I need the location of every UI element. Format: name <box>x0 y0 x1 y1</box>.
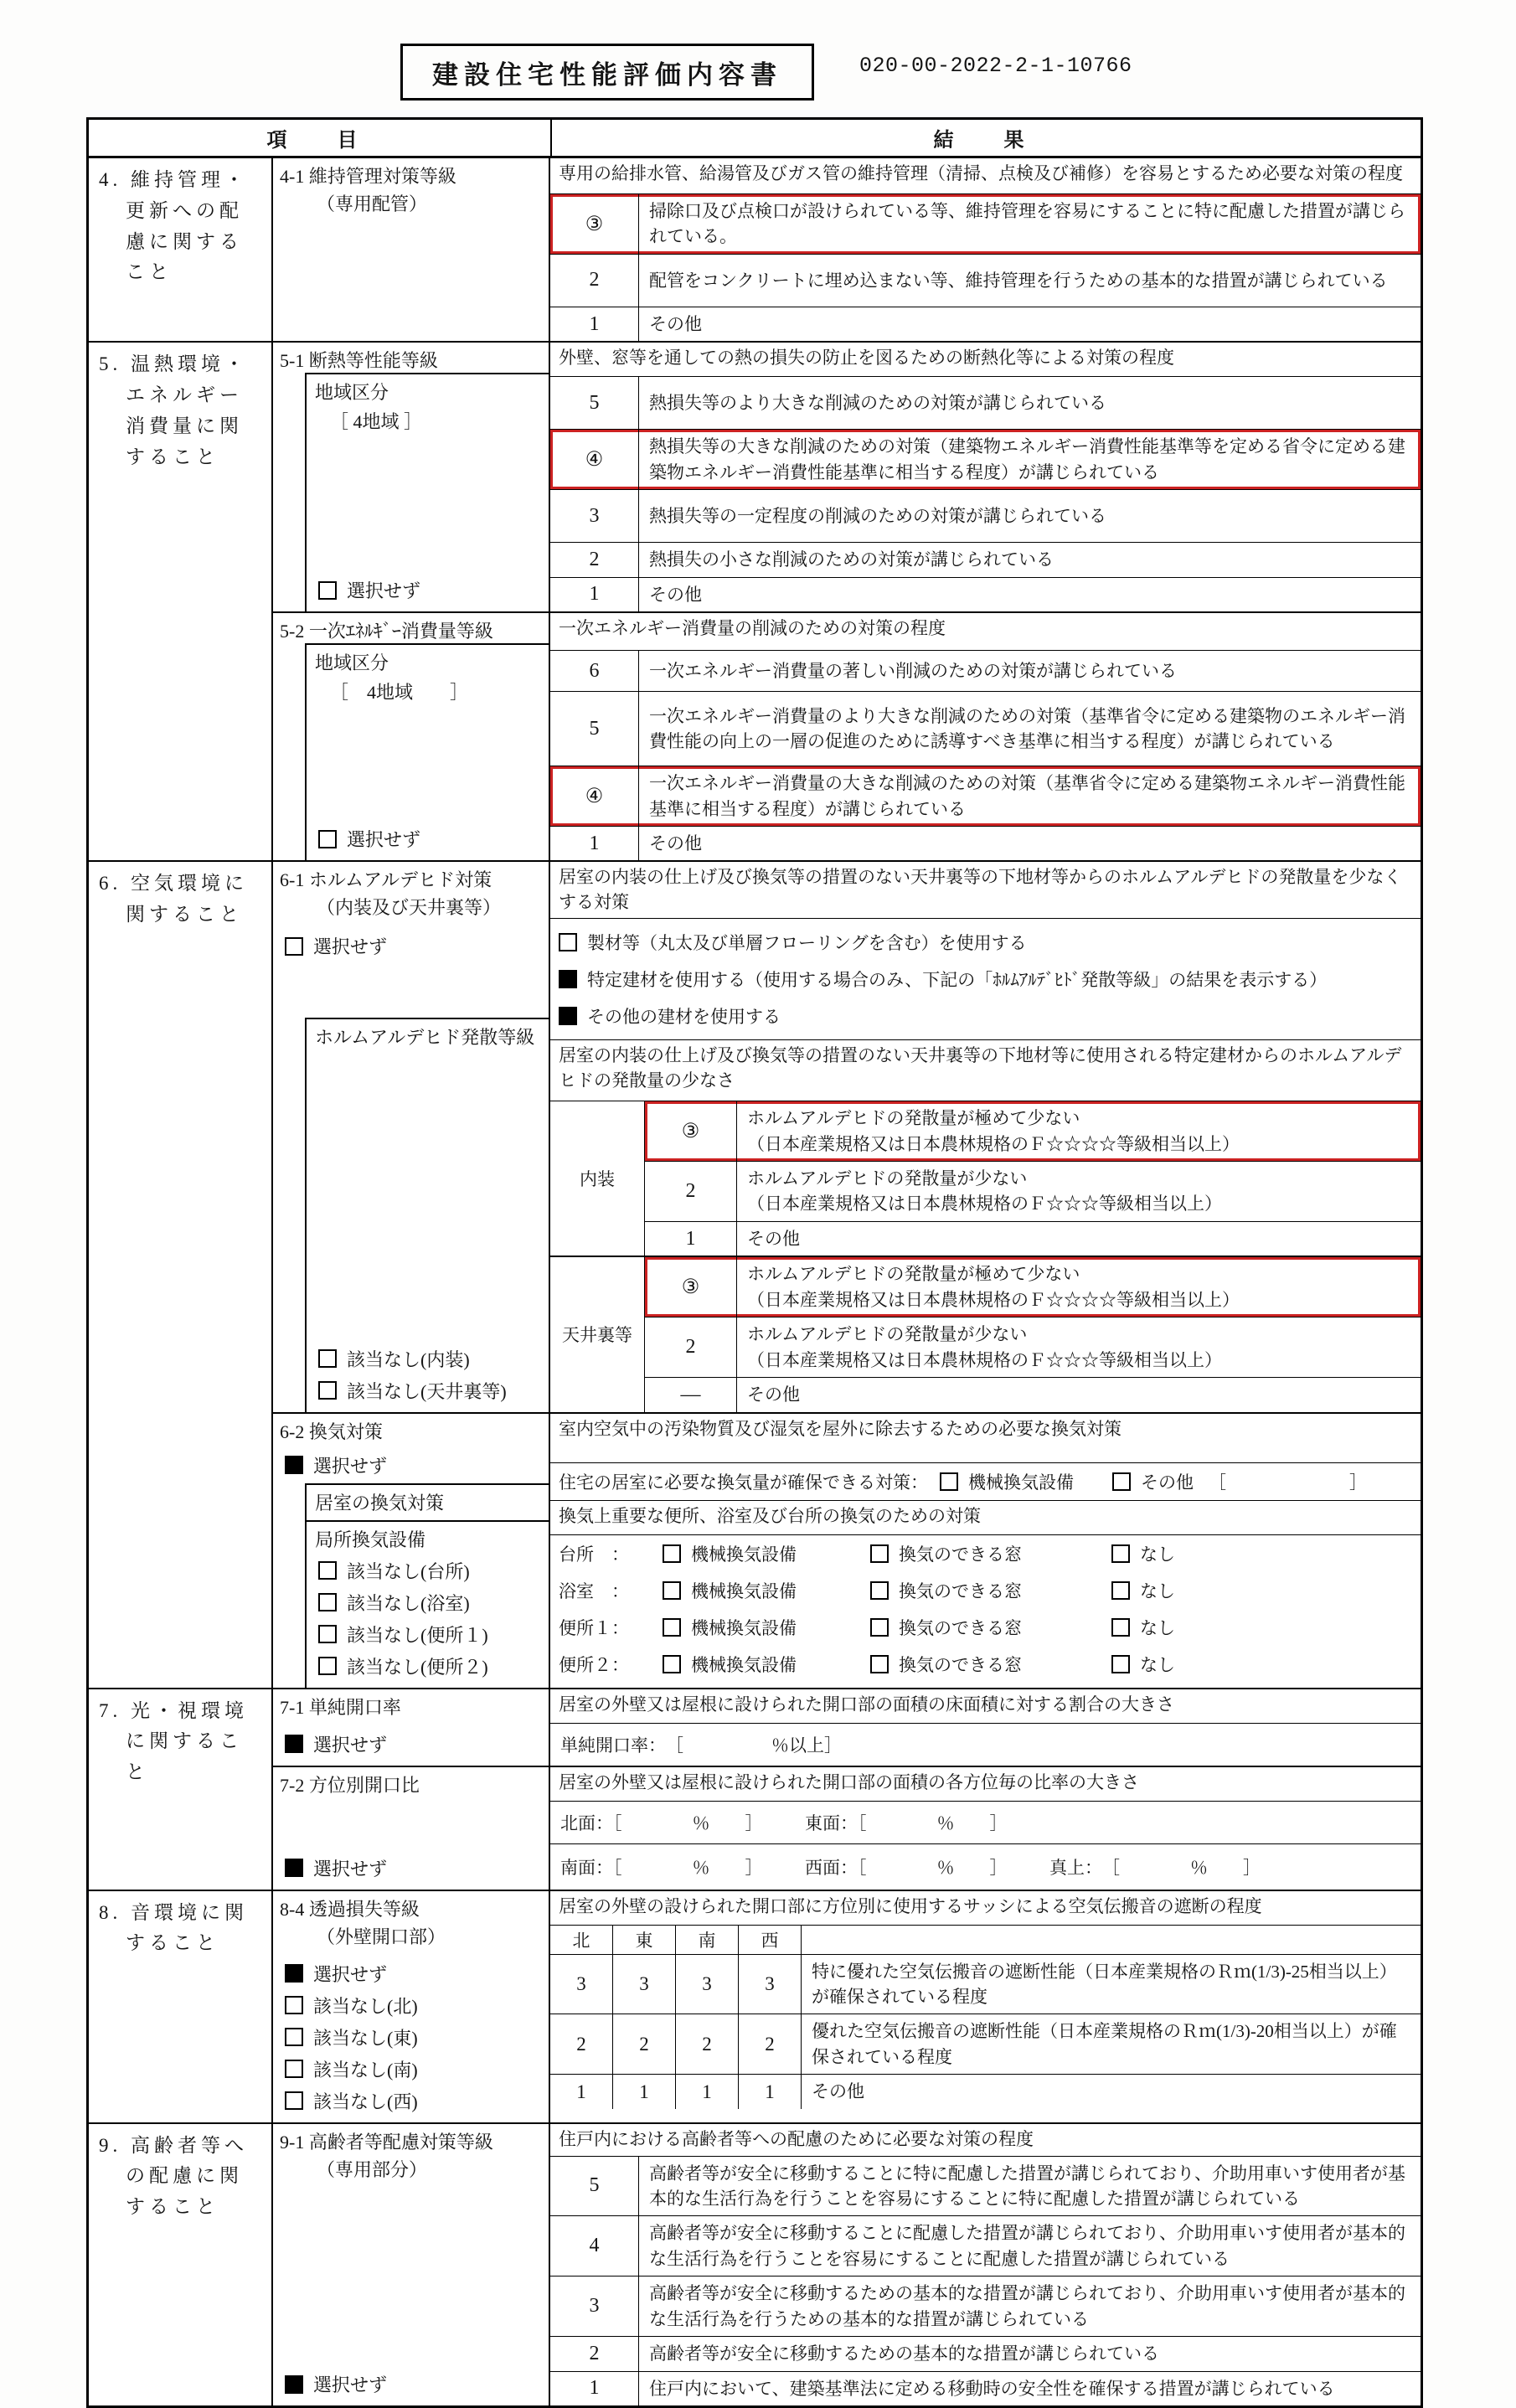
grade-text: 熱損失等の大きな削減のための対策（建築物エネルギー消費性能基準等を定める省令に定める建築物エネルギー消費性能基準に相当する程度）が講じられている <box>649 436 1405 482</box>
checkbox-icon <box>285 1456 303 1474</box>
grade-text: 一次エネルギー消費量のより大きな削減のための対策（基準省令に定める建築物のエネルギー消費性能の向上の一層の促進のために誘導すべき基準に相当する程度）が講じられている <box>649 705 1405 752</box>
dir-east: 東 <box>613 1926 676 1954</box>
grade-number: 5 <box>550 2157 639 2216</box>
grade-row <box>550 489 1421 542</box>
material-options <box>550 918 1421 1039</box>
checkbox-icon <box>870 1544 889 1563</box>
item-code: 5-1 断熱等性能等級 <box>280 350 438 372</box>
grade-number: 2 <box>550 543 639 576</box>
checkbox-label: 該当なし(南) <box>313 2059 418 2081</box>
rooms-vent-prefix: 住宅の居室に必要な換気量が確保できる対策： <box>559 1472 928 1493</box>
item-subtitle: （専用部分） <box>317 2158 428 2180</box>
region-label: 地域区分 <box>315 652 389 674</box>
grade-text-note: （日本産業規格又は日本農林規格のＦ☆☆☆等級相当以上） <box>747 1194 1222 1214</box>
grade-number: 2 <box>645 1162 737 1221</box>
category-label: 5. 温熱環境・エネルギー消費量に関すること <box>99 353 248 467</box>
checkbox-icon <box>318 1561 337 1580</box>
checkbox-label: 換気のできる窓 <box>899 1580 1022 1601</box>
grade-text: その他 <box>812 2081 864 2102</box>
dir-north: 北 <box>550 1926 613 1954</box>
checkbox-icon <box>663 1618 681 1637</box>
checkbox-label: なし <box>1140 1544 1175 1565</box>
grade-value: 2 <box>676 2014 739 2074</box>
grade-number: 1 <box>550 827 639 860</box>
grade-text: ホルムアルデヒドの発散量が極めて少ない <box>747 1108 1080 1129</box>
grade-number: ④ <box>550 430 639 489</box>
checkbox-label: 換気のできる窓 <box>899 1654 1022 1675</box>
grade-number: ③ <box>645 1101 737 1161</box>
grade-number: 4 <box>550 2216 639 2276</box>
checkbox-icon <box>663 1544 681 1563</box>
simple-opening-ratio-value: 単純開口率： ［ ％以上］ <box>550 1723 1421 1766</box>
grade-row <box>645 1317 1421 1377</box>
grade-text: 優れた空気伝搬音の遮断性能（日本産業規格のＲｍ(1/3)-20相当以上）が確保されている程度 <box>812 2021 1397 2067</box>
item-7-1 <box>273 1689 1421 1766</box>
region-box <box>305 373 549 611</box>
direction-header-row <box>550 1925 1421 1954</box>
checkbox-label: なし <box>1140 1654 1175 1675</box>
checkbox-icon <box>1111 1581 1130 1600</box>
checkbox-label: 製材等（丸太及び単層フローリングを含む）を使用する <box>587 933 1027 954</box>
criteria-description: 室内空気中の汚染物質及び湿気を屋外に除去するための必要な換気対策 <box>559 1418 1122 1439</box>
grade-row <box>550 2074 1421 2108</box>
criteria-description: 居室の外壁の設けられた開口部に方位別に使用するサッシによる空気伝搬音の遮断の程度 <box>559 1895 1262 1916</box>
grade-text: 高齢者等が安全に移動するための基本的な措置が講じられている <box>649 2344 1159 2364</box>
checkbox-icon <box>1111 1618 1130 1637</box>
item-5-1 <box>273 343 1421 611</box>
section-4-maintenance <box>89 156 1421 341</box>
grade-text: 高齢者等が安全に移動することに特に配慮した措置が講じられており、介助用車いす使用者が基本的な生活行為を行うことを容易にすることに特に配慮した措置が講じられている <box>649 2163 1405 2209</box>
direction-ratio-line-1 <box>550 1801 1421 1843</box>
region-label: 地域区分 <box>315 382 389 404</box>
checkbox-icon <box>559 1007 577 1025</box>
grade-row <box>550 254 1421 307</box>
document-title-box <box>400 44 814 101</box>
checkbox-label: その他の建材を使用する <box>587 1007 781 1028</box>
checkbox-icon <box>285 2091 303 2110</box>
region-value: ［ 4地域 ］ <box>330 411 423 433</box>
grade-row <box>550 650 1421 691</box>
rooms-ventilation-row <box>550 1462 1421 1500</box>
grade-value: 1 <box>676 2075 739 2108</box>
checkbox-icon <box>1111 1655 1130 1673</box>
checkbox-icon <box>559 970 577 988</box>
criteria-description: 専用の給排水管、給湯管及びガス管の維持管理（清掃、点検及び補修）を容易とするため必要な対策の程度 <box>559 163 1403 183</box>
grade-row <box>550 691 1421 766</box>
checkbox-icon <box>318 581 337 600</box>
vent-row-bath <box>550 1572 1421 1609</box>
checkbox-label: 選択せず <box>313 2374 388 2396</box>
grade-number: ― <box>645 1378 737 1411</box>
section-6-air-quality <box>89 860 1421 1687</box>
checkbox-label: 選択せず <box>313 936 388 958</box>
checkbox-icon <box>1112 1472 1131 1491</box>
checkbox-label: 該当なし(北) <box>313 1995 418 2017</box>
checkbox-icon <box>318 1593 337 1611</box>
criteria-description: 居室の外壁又は屋根に設けられた開口部の面積の各方位毎の比率の大きさ <box>559 1771 1139 1792</box>
grade-value: 2 <box>550 2014 613 2074</box>
item-code: 5-2 一次ｴﾈﾙｷﾞｰ消費量等級 <box>280 621 493 642</box>
grade-number: ④ <box>550 766 639 826</box>
document-title: 建設住宅性能評価内容書 <box>432 59 782 90</box>
section-9-elderly <box>89 2122 1421 2406</box>
item-6-1 <box>273 862 1421 1411</box>
checkbox-label: 該当なし(天井裏等) <box>347 1380 507 1402</box>
item-subtitle: （外壁開口部） <box>317 1926 446 1947</box>
grade-number: 5 <box>550 692 639 766</box>
checkbox-label: 該当なし(東) <box>313 2027 418 2049</box>
grade-text: 高齢者等が安全に移動するための基本的な措置が講じられており、介助用車いす使用者が基本的な生活行為を行うための基本的な措置が講じられている <box>649 2283 1405 2329</box>
local-vent-rows <box>550 1534 1421 1683</box>
grade-number: 1 <box>550 578 639 611</box>
local-vent-description: 換気上重要な便所、浴室及び台所の換気のための対策 <box>550 1500 1421 1534</box>
room-label: 台所 ： <box>559 1544 629 1565</box>
checkbox-label: 換気のできる窓 <box>899 1617 1022 1638</box>
category-label: 8. 音環境に関すること <box>99 1901 248 1954</box>
fill-in-bracket: ［ ］ <box>1209 1472 1367 1493</box>
checkbox-icon <box>285 2028 303 2046</box>
dir-south: 南 <box>676 1926 739 1954</box>
grade-text: その他 <box>649 833 702 853</box>
emission-description: 居室の内装の仕上げ及び換気等の措置のない天井裏等の下地材等に使用される特定建材からのホルムアルデヒドの発散量の少なさ <box>550 1039 1421 1101</box>
category-label: 6. 空気環境に関すること <box>99 873 248 926</box>
checkbox-icon <box>870 1655 889 1673</box>
group-label: 内装 <box>550 1101 645 1256</box>
checkbox-icon <box>285 1859 303 1877</box>
grade-row <box>645 1221 1421 1256</box>
criteria-description: 住戸内における高齢者等への配慮のために必要な対策の程度 <box>559 2128 1034 2149</box>
interior-group <box>550 1101 1421 1256</box>
grade-row <box>550 307 1421 341</box>
grade-number: 3 <box>550 2277 639 2336</box>
grade-row <box>550 2215 1421 2276</box>
checkbox-icon <box>870 1618 889 1637</box>
grade-row <box>550 766 1421 826</box>
grade-text: 住戸内において、建築基準法に定める移動時の安全性を確保する措置が講じられている <box>649 2378 1335 2399</box>
item-5-2 <box>273 611 1421 860</box>
criteria-description: 居室の外壁又は屋根に設けられた開口部の面積の床面積に対する割合の大きさ <box>559 1694 1174 1714</box>
checkbox-label: なし <box>1140 1617 1175 1638</box>
checkbox-icon <box>285 1735 303 1753</box>
grade-number: 2 <box>645 1317 737 1377</box>
checkbox-icon <box>285 2375 303 2394</box>
checkbox-label: 機械換気設備 <box>691 1544 797 1565</box>
item-7-2 <box>273 1766 1421 1890</box>
east-face-value: 東面：［ ％ ］ <box>805 1812 1008 1833</box>
item-subtitle: （専用配管） <box>317 193 428 214</box>
emission-grade-box <box>305 1018 549 1411</box>
grade-row <box>550 2336 1421 2370</box>
grade-text: 熱損失等の一定程度の削減のための対策が講じられている <box>649 505 1106 526</box>
grade-text: 掃除口及び点検口が設けられている等、維持管理を容易にすることに特に配慮した措置が講じられている。 <box>649 201 1405 247</box>
grade-text: 高齢者等が安全に移動することに配慮した措置が講じられており、介助用車いす使用者が基本的な生活行為を行うことを容易にすることに配慮した措置が講じられている <box>649 2223 1405 2269</box>
checkbox-icon <box>1111 1544 1130 1563</box>
grade-row <box>550 826 1421 860</box>
checkbox-icon <box>318 1349 337 1368</box>
item-subtitle: （内装及び天井裏等） <box>317 897 502 919</box>
grade-text: ホルムアルデヒドの発散量が少ない <box>747 1168 1028 1189</box>
grade-text: 熱損失の小さな削減のための対策が講じられている <box>649 549 1054 570</box>
item-code: 9-1 高齢者等配慮対策等級 <box>280 2131 493 2153</box>
checkbox-icon <box>318 1657 337 1675</box>
checkbox-icon <box>285 1964 303 1983</box>
grade-text: 一次エネルギー消費量の大きな削減のための対策（基準省令に定める建築物エネルギー消費性能基準に相当する程度）が講じられている <box>649 773 1405 819</box>
section-7-light-visual <box>89 1688 1421 1890</box>
checkbox-label: 機械換気設備 <box>691 1580 797 1601</box>
checkbox-label: 該当なし(便所２) <box>347 1656 488 1678</box>
grade-number: ③ <box>645 1257 737 1317</box>
grade-number: 2 <box>550 2337 639 2370</box>
grade-number: ③ <box>550 194 639 254</box>
item-6-2 <box>273 1412 1421 1688</box>
checkbox-icon <box>663 1655 681 1673</box>
grade-text-note: （日本産業規格又は日本農林規格のＦ☆☆☆☆等級相当以上） <box>747 1289 1240 1310</box>
checkbox-label: 選択せず <box>313 1455 388 1477</box>
grade-number: 5 <box>550 377 639 429</box>
vent-row-kitchen <box>550 1535 1421 1572</box>
checkbox-label: 選択せず <box>313 1734 388 1756</box>
ceiling-group <box>550 1256 1421 1411</box>
checkbox-label: 機械換気設備 <box>691 1617 797 1638</box>
grade-text: その他 <box>649 584 702 605</box>
checkbox-label: なし <box>1140 1580 1175 1601</box>
local-vent-label: 局所換気設備 <box>315 1529 426 1550</box>
grade-value: 2 <box>613 2014 676 2074</box>
evaluation-table <box>86 117 1423 2408</box>
grade-text: ホルムアルデヒドの発散量が極めて少ない <box>747 1264 1080 1285</box>
section-8-sound <box>89 1890 1421 2122</box>
grade-number: 6 <box>550 651 639 691</box>
grade-text: その他 <box>747 1228 800 1249</box>
grade-number: 3 <box>550 490 639 542</box>
grade-number: 1 <box>550 307 639 341</box>
rooms-vent-label: 居室の換気対策 <box>307 1485 549 1522</box>
vent-row-toilet1 <box>550 1609 1421 1646</box>
grade-text: その他 <box>649 313 702 334</box>
grade-text: 特に優れた空気伝搬音の遮断性能（日本産業規格のＲｍ(1/3)-25相当以上）が確保されている程度 <box>812 1961 1397 2007</box>
category-label: 4. 維持管理・更新への配慮に関すること <box>99 169 248 283</box>
grade-value: 3 <box>739 1955 802 2014</box>
checkbox-label: 該当なし(台所) <box>347 1560 470 1582</box>
checkbox-icon <box>318 830 337 848</box>
dir-west: 西 <box>739 1926 802 1954</box>
room-label: 便所２： <box>559 1654 629 1675</box>
grade-row <box>645 1161 1421 1221</box>
checkbox-label: 選択せず <box>347 829 421 851</box>
grade-text-note: （日本産業規格又は日本農林規格のＦ☆☆☆☆等級相当以上） <box>747 1133 1240 1154</box>
grade-value: 3 <box>676 1955 739 2014</box>
criteria-description: 外壁、窓等を通しての熱の損失の防止を図るための断熱化等による対策の程度 <box>559 348 1174 369</box>
item-code: 7-2 方位別開口比 <box>280 1774 420 1796</box>
south-face-value: 南面：［ ％ ］ <box>560 1857 763 1878</box>
group-label: 天井裏等 <box>550 1257 645 1411</box>
item-code: 8-4 透過損失等級 <box>280 1898 420 1920</box>
grade-value: 1 <box>613 2075 676 2108</box>
grade-row <box>550 2014 1421 2074</box>
room-label: 便所１： <box>559 1617 629 1638</box>
column-header-result: 結 果 <box>550 120 1421 156</box>
top-face-value: 真上： ［ ％ ］ <box>1049 1857 1261 1878</box>
item-code: 4-1 維持管理対策等級 <box>280 166 456 187</box>
region-box <box>305 643 549 860</box>
grade-row <box>550 376 1421 429</box>
item-code: 7-1 単純開口率 <box>280 1696 401 1718</box>
grade-row <box>550 1954 1421 2014</box>
criteria-description: 居室の内装の仕上げ及び換気等の措置のない天井裏等の下地材等からのホルムアルデヒドの発散量を少なくする対策 <box>559 867 1402 912</box>
grade-number: 2 <box>550 255 639 307</box>
checkbox-label: 該当なし(西) <box>313 2091 418 2112</box>
document-number: 020-00-2022-2-1-10766 <box>859 54 1132 78</box>
emission-grade-label: ホルムアルデヒド発散等級 <box>315 1027 535 1049</box>
room-label: 浴室 ： <box>559 1580 629 1601</box>
category-label: 9. 高齢者等への配慮に関すること <box>99 2134 248 2218</box>
checkbox-icon <box>559 933 577 951</box>
grade-text: 熱損失等のより大きな削減のための対策が講じられている <box>649 393 1106 414</box>
grade-row <box>550 2156 1421 2216</box>
category-label: 7. 光・視環境に関すること <box>99 1699 248 1783</box>
grade-text: その他 <box>747 1384 800 1405</box>
checkbox-icon <box>285 1996 303 2014</box>
checkbox-label: 特定建材を使用する（使用する場合のみ、下記の「ﾎﾙﾑｱﾙﾃﾞﾋﾄﾞ発散等級」の結果を表示する） <box>587 970 1328 991</box>
grade-row <box>645 1257 1421 1317</box>
item-code: 6-1 ホルムアルデヒド対策 <box>280 869 492 891</box>
grade-value: 3 <box>613 1955 676 2014</box>
checkbox-icon <box>663 1581 681 1600</box>
checkbox-label: 機械換気設備 <box>691 1654 797 1675</box>
checkbox-label: 選択せず <box>313 1858 388 1879</box>
grade-text: 一次エネルギー消費量の著しい削減のための対策が講じられている <box>649 660 1177 681</box>
grade-row <box>645 1101 1421 1161</box>
grade-row <box>645 1377 1421 1411</box>
checkbox-label: 選択せず <box>313 1963 388 1985</box>
checkbox-icon <box>318 1381 337 1400</box>
grade-row <box>550 577 1421 611</box>
grade-row <box>550 429 1421 489</box>
section-5-thermal-energy <box>89 341 1421 860</box>
checkbox-label: 該当なし(内装) <box>347 1348 470 1370</box>
checkbox-label: その他 <box>1141 1472 1194 1493</box>
checkbox-icon <box>285 2060 303 2078</box>
checkbox-label: 該当なし(便所１) <box>347 1624 488 1646</box>
checkbox-icon <box>318 1625 337 1643</box>
checkbox-label: 換気のできる窓 <box>899 1544 1022 1565</box>
grade-text-note: （日本産業規格又は日本農林規格のＦ☆☆☆等級相当以上） <box>747 1349 1222 1370</box>
grade-text: 配管をコンクリートに埋め込まない等、維持管理を行うための基本的な措置が講じられている <box>649 270 1388 291</box>
criteria-description: 一次エネルギー消費量の削減のための対策の程度 <box>559 618 946 639</box>
grade-number: 1 <box>645 1222 737 1256</box>
grade-value: 1 <box>550 2075 613 2108</box>
ventilation-box <box>305 1483 549 1688</box>
grade-value: 1 <box>739 2075 802 2108</box>
grade-row <box>550 2371 1421 2405</box>
item-code: 6-2 換気対策 <box>280 1421 383 1442</box>
checkbox-icon <box>870 1581 889 1600</box>
table-header-row <box>89 120 1421 156</box>
west-face-value: 西面：［ ％ ］ <box>805 1857 1008 1878</box>
grade-row <box>550 2276 1421 2336</box>
checkbox-label: 該当なし(浴室) <box>347 1592 470 1614</box>
direction-ratio-line-2 <box>550 1843 1421 1890</box>
grade-value: 3 <box>550 1955 613 2014</box>
grade-value: 2 <box>739 2014 802 2074</box>
checkbox-label: 機械換気設備 <box>968 1472 1074 1493</box>
grade-text: ホルムアルデヒドの発散量が少ない <box>747 1324 1028 1345</box>
vent-row-toilet2 <box>550 1646 1421 1683</box>
checkbox-icon <box>285 937 303 956</box>
column-header-item: 項 目 <box>266 130 373 152</box>
grade-number: 1 <box>550 2372 639 2405</box>
region-value: ［ 4地域 ］ <box>330 682 469 704</box>
checkbox-label: 選択せず <box>347 580 421 602</box>
checkbox-icon <box>940 1472 958 1491</box>
grade-row <box>550 193 1421 254</box>
north-face-value: 北面：［ ％ ］ <box>560 1812 763 1833</box>
grade-row <box>550 542 1421 576</box>
